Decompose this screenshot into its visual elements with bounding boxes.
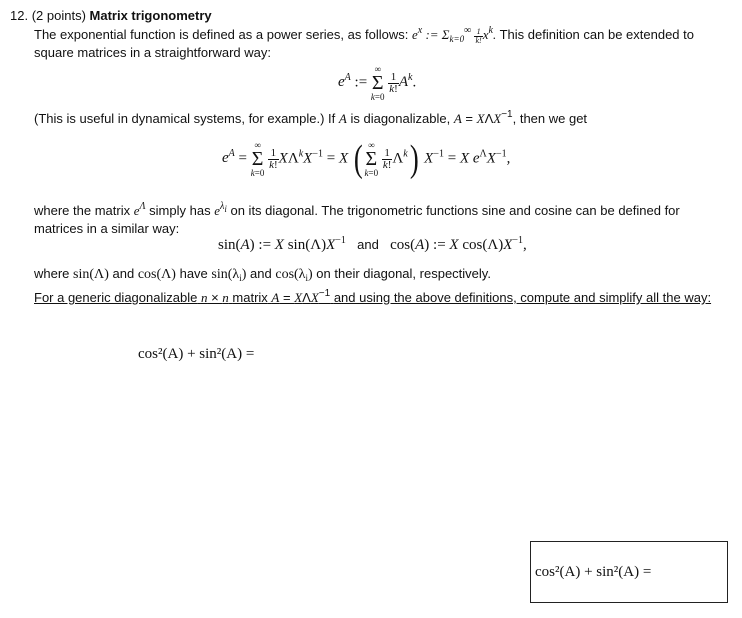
have-text-b: have: [179, 266, 208, 281]
answer-expression: cos²(A) + sin²(A) =: [535, 564, 652, 580]
matrix-exp-definition: $e^A$ := ∞ Σ k=0 $\frac{1}{k!}$ $A^k$.: [338, 64, 417, 102]
problem-header: [10, 8, 212, 23]
intro-line-1: [34, 27, 694, 45]
where-text-a: where the matrix: [34, 203, 131, 218]
diagonalizable-line: (This is useful in dynamical systems, for example.) If A is diagonalizable, $A = X\Lambda X^{-1}$, then we get: [34, 109, 588, 126]
diagonal-exp-derivation: $e^A$ = ∞ Σ k=0 $\frac{1}{k!}$ $X\Lambda^kX^{-1} = X$ ( ∞ Σ k=0 $\frac{1}{k!}$ $\Lambda^k$) $X^{-1} = X$ $e^\Lambda X^{-1}$,: [222, 138, 511, 180]
task-line: For a generic diagonalizable n × n matrix $A = X\Lambda X^{-1}$ and using the above definitions, compute and simplify all the way:: [34, 288, 712, 305]
where-text-b: simply has: [149, 203, 211, 218]
have-and-2: and: [250, 266, 272, 281]
intro-text-a: The exponential function is defined as a power series, as follows:: [34, 27, 409, 42]
intro-text-b: This definition can be extended to: [499, 27, 694, 42]
and-word: and: [357, 237, 379, 252]
problem-title: Matrix trigonometry: [89, 8, 212, 23]
task-text-b: matrix: [232, 290, 268, 305]
have-text-c: on their diagonal, respectively.: [316, 266, 491, 281]
useful-text-b: is diagonalizable,: [350, 111, 451, 126]
intro-line-2: square matrices in a straightforward way:: [34, 45, 271, 60]
exp-def-inline: $e^x$ := $\Sigma_{k=0}^\infty$ $\frac{1}{k!}$ $x^k$.: [411, 25, 497, 45]
have-text-a: where: [34, 266, 70, 281]
task-text-c: and using the above definitions, compute and simplify all the way:: [333, 290, 712, 305]
trig-definition: sin(A) := X $\sin(\Lambda)X^{-1}$ and cos(A) := X $\cos(\Lambda)X^{-1}$,: [218, 235, 527, 253]
problem-points: (2 points): [31, 8, 86, 23]
answer-box[interactable]: [530, 541, 728, 603]
where-line-1: where the matrix $e^\Lambda$ simply has $e^{\lambda_i}$ on its diagonal. The trigonometric functions sine and cosine can be defined for: [34, 201, 680, 218]
useful-text-c: , then we get: [512, 111, 588, 126]
where-line-2: matrices in a similar way:: [34, 221, 180, 236]
diagonal-line: where sin(Λ) and cos(Λ) have $\sin(\lambda_i)$ and $\cos(\lambda_i)$ on their diagonal, respectively.: [34, 266, 491, 283]
useful-text-a: (This is useful in dynamical systems, for example.) If: [34, 111, 336, 126]
work-expression: cos²(A) + sin²(A) =: [138, 346, 255, 362]
task-text-a: For a generic diagonalizable: [34, 290, 198, 305]
where-text-c: on its diagonal. The trigonometric functions sine and cosine can be defined for: [230, 203, 680, 218]
have-and-1: and: [112, 266, 135, 281]
problem-number: 12.: [10, 8, 29, 23]
